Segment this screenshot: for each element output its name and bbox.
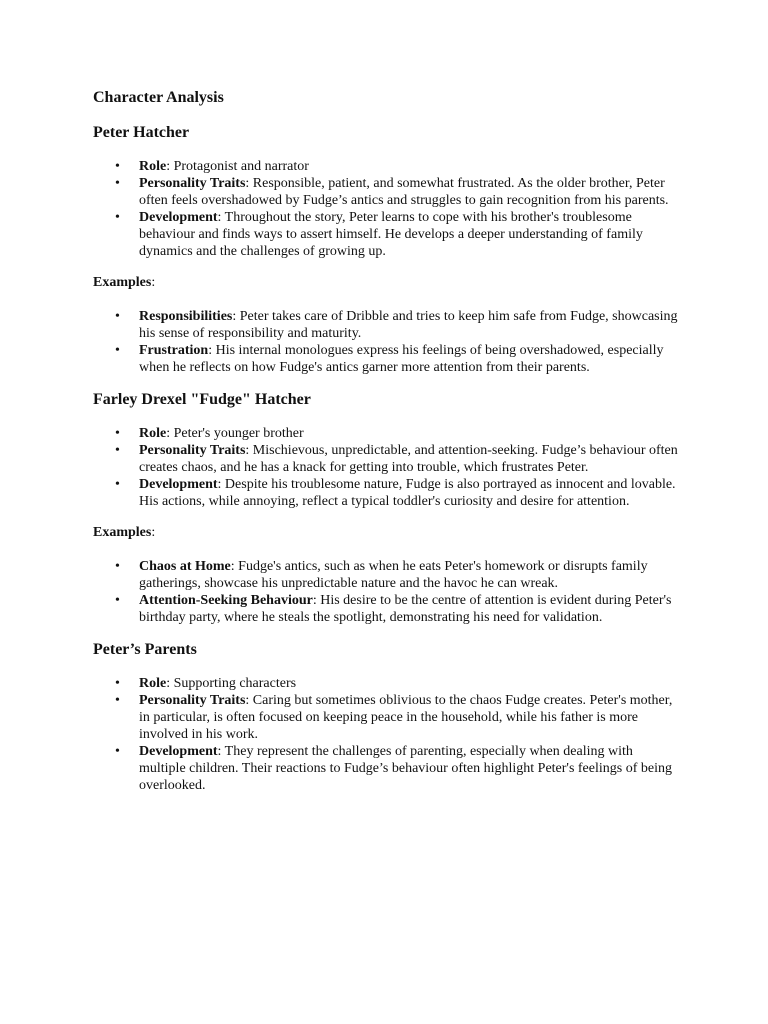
item-text: : Caring but sometimes oblivious to the chaos Fudge creates. Peter's mother, in particular, is often focused on keeping peace in the household, while his father is more involved in his work. [139,693,673,742]
item-text: : Supporting characters [166,676,297,691]
list-item [115,425,683,442]
examples-label-suffix: : [151,275,156,290]
bullet-icon: • [115,744,120,759]
bullet-icon: • [115,210,120,225]
item-text: : Mischievous, unpredictable, and attention-seeking. Fudge’s behaviour often creates chaos, and he has a knack for getting into trouble, which frustrates Peter. [139,443,678,475]
item-text: : Peter's younger brother [166,426,304,441]
list-item [115,743,683,794]
item-term: Frustration [139,343,209,358]
item-text: : His internal monologues express his feelings of being overshadowed, especially when he reflects on how Fudge's antics garner more attention from their parents. [139,343,664,375]
bullet-icon: • [115,676,120,691]
document-page [93,88,683,808]
section-fudge-hatcher [93,390,683,626]
item-term: Development [139,477,218,492]
item-term: Development [139,744,218,759]
list-item [115,158,683,175]
item-term: Development [139,210,218,225]
item-term: Personality Traits [139,176,246,191]
list-item [115,209,683,260]
list-item [115,592,683,626]
item-text: : Responsible, patient, and somewhat frustrated. As the older brother, Peter often feels overshadowed by Fudge’s antics and struggles to gain recognition from his parents. [139,176,669,208]
item-term: Responsibilities [139,309,233,324]
item-text: : His desire to be the centre of attention is evident during Peter's birthday party, where he steals the spotlight, demonstrating his need for validation. [139,593,672,625]
trait-list [93,675,683,794]
item-text: : Despite his troublesome nature, Fudge is also portrayed as innocent and lovable. His actions, while annoying, reflect a typical toddler's curiosity and desire for attention. [139,477,676,509]
bullet-icon: • [115,593,120,608]
examples-list [93,558,683,626]
item-term: Attention-Seeking Behaviour [139,593,313,608]
item-text: : Protagonist and narrator [166,159,309,174]
item-term: Chaos at Home [139,559,231,574]
item-term: Role [139,159,167,174]
bullet-icon: • [115,443,120,458]
item-text: : They represent the challenges of parenting, especially when dealing with multiple children. Their reactions to Fudge’s behaviour often highlight Peter's feelings of being overlooked. [139,744,672,793]
examples-label [93,524,683,541]
item-term: Personality Traits [139,693,246,708]
item-term: Role [139,426,167,441]
section-heading: Peter Hatcher [93,124,190,141]
list-item [115,558,683,592]
list-item [115,442,683,476]
list-item [115,175,683,209]
item-text: : Fudge's antics, such as when he eats Peter's homework or disrupts family gatherings, showcase his unpredictable nature and the havoc he can wreak. [139,559,648,591]
trait-list [93,425,683,510]
bullet-icon: • [115,343,120,358]
item-term: Role [139,676,167,691]
item-term: Personality Traits [139,443,246,458]
list-item [115,476,683,510]
examples-label [93,274,683,291]
section-heading: Farley Drexel "Fudge" Hatcher [93,391,311,408]
bullet-icon: • [115,477,120,492]
section-peter-hatcher [93,123,683,376]
bullet-icon: • [115,309,120,324]
trait-list [93,158,683,260]
bullet-icon: • [115,693,120,708]
list-item [115,675,683,692]
list-item [115,692,683,743]
item-text: : Peter takes care of Dribble and tries to keep him safe from Fudge, showcasing his sense of responsibility and maturity. [139,309,678,341]
list-item [115,342,683,376]
document-title: Character Analysis [93,89,224,106]
bullet-icon: • [115,559,120,574]
bullet-icon: • [115,426,120,441]
bullet-icon: • [115,159,120,174]
examples-list [93,308,683,376]
section-heading: Peter’s Parents [93,641,197,658]
item-text: : Throughout the story, Peter learns to cope with his brother's troublesome behaviour and finds ways to assert himself. He develops a deeper understanding of family dynamics and the challenges of growing up. [139,210,643,259]
section-peters-parents [93,640,683,794]
examples-label-text: Examples [93,275,152,290]
bullet-icon: • [115,176,120,191]
examples-label-suffix: : [151,525,156,540]
examples-label-text: Examples [93,525,152,540]
list-item [115,308,683,342]
